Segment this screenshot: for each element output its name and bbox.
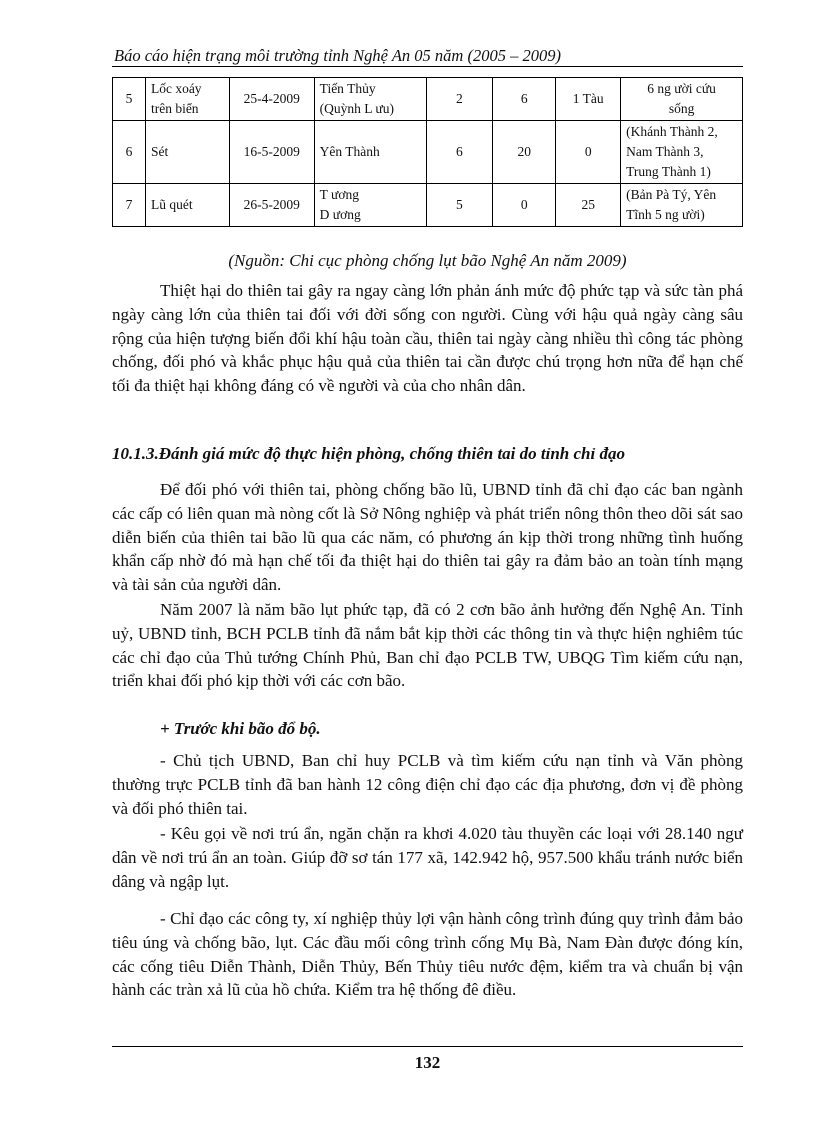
table-source-note: (Nguồn: Chi cục phòng chống lụt bão Nghệ An năm 2009) <box>228 251 627 270</box>
cell-no: 7 <box>113 184 146 227</box>
cell-place <box>314 121 426 184</box>
cell-place <box>314 78 426 121</box>
cell-line: sống <box>668 101 695 116</box>
cell-value: 6 <box>426 121 493 184</box>
cell-line: Nam Thành 3, <box>626 144 704 159</box>
cell-value: 0 <box>493 184 556 227</box>
header-divider <box>112 66 743 67</box>
cell-value: 5 <box>426 184 493 227</box>
paragraph-dispatches: - Chủ tịch UBND, Ban chỉ huy PCLB và tìm kiếm cứu nạn tỉnh và Văn phòng thường trực PCLB tỉnh đã ban hành 12 công điện chỉ đạo các địa phương, đơn vị đề phòng và đối phó thiên tai. <box>112 751 743 818</box>
cell-line: (Quỳnh L ưu) <box>319 101 394 116</box>
paragraph-irrigation: - Chỉ đạo các công ty, xí nghiệp thủy lợi vận hành công trình đúng quy trình đảm bảo tiêu úng và chống bão, lụt. Các đầu mối công trình cống Mụ Bà, Nam Đàn được đóng kín, các cống tiêu Diễn Thành, Diễn Thủy, Bến Thủy tiêu nước đệm, kiểm tra và chuẩn bị vận hành các tràn xả lũ của hồ chứa. Kiểm tra hệ thống đê điều. <box>112 909 743 1000</box>
cell-value: 6 <box>493 78 556 121</box>
paragraph-damage-impact: Thiệt hại do thiên tai gây ra ngay càng lớn phản ánh mức độ phức tạp và sức tàn phá ngày càng lớn của thiên tai đối với đời sống con người. Cùng với hậu quả ngày càng sâu rộng của hiện tượng biến đổi khí hậu toàn cầu, thiên tai ngày càng nhiều thì công tác phòng chống, đối phó và khắc phục hậu quả của thiên tai cần được chú trọng hơn nữa để hạn chế tối đa thiệt hại không đáng có về người và của cho nhân dân. <box>112 281 743 396</box>
cell-line: Lũ quét <box>150 197 193 212</box>
cell-line: (Khánh Thành 2, <box>626 124 718 139</box>
footer-divider <box>112 1046 743 1047</box>
cell-value: 0 <box>556 121 621 184</box>
cell-line: (Bản Pà Tý, Yên <box>626 187 717 202</box>
paragraph-provincial-direction: Để đối phó với thiên tai, phòng chống bão lũ, UBND tỉnh đã chỉ đạo các ban ngành các cấp có liên quan mà nòng cốt là Sở Nông nghiệp và phát triển nông thôn theo dõi sát sao diễn biến của thiên tai bão lũ qua các năm, có phương án kịp thời trong những tình huống khẩn cấp nhờ đó mà hạn chế tối đa thiệt hại do thiên tai gây ra đảm bảo an toàn tính mạng và tài sản của người dân. <box>112 480 743 595</box>
cell-type <box>145 184 229 227</box>
cell-line: T ương <box>319 187 360 202</box>
cell-type <box>145 121 229 184</box>
cell-place <box>314 184 426 227</box>
table-row <box>113 184 743 227</box>
cell-no: 6 <box>113 121 146 184</box>
cell-line: Tiến Thủy <box>319 81 376 96</box>
cell-note <box>621 78 743 121</box>
cell-value: 1 Tàu <box>556 78 621 121</box>
cell-note <box>621 121 743 184</box>
cell-line: 6 ng ười cứu <box>647 81 716 96</box>
cell-value: 20 <box>493 121 556 184</box>
cell-line: Sét <box>150 144 169 159</box>
cell-type <box>145 78 229 121</box>
disaster-table <box>112 77 743 227</box>
page-number: 132 <box>414 1053 441 1072</box>
running-header: Báo cáo hiện trạng môi trường tỉnh Nghệ An 05 năm (2005 – 2009) <box>114 46 561 65</box>
subheading-before-landfall: + Trước khi bão đổ bộ. <box>160 719 321 738</box>
paragraph-evacuation: - Kêu gọi về nơi trú ẩn, ngăn chặn ra khơi 4.020 tàu thuyền các loại với 28.140 ngư dân về nơi trú ẩn an toàn. Giúp đỡ sơ tán 177 xã, 142.942 hộ, 957.500 khẩu tránh nước biển dâng và ngập lụt. <box>112 824 743 891</box>
cell-line: Tĩnh 5 ng ười) <box>626 207 705 222</box>
cell-line: Trung Thành 1) <box>626 164 711 179</box>
cell-value: 25 <box>556 184 621 227</box>
cell-line: Lốc xoáy <box>150 81 202 96</box>
cell-no: 5 <box>113 78 146 121</box>
table-row <box>113 121 743 184</box>
cell-line: D ương <box>319 207 361 222</box>
cell-value: 2 <box>426 78 493 121</box>
cell-date: 25-4-2009 <box>229 78 314 121</box>
table-row <box>113 78 743 121</box>
section-heading: 10.1.3.Đánh giá mức độ thực hiện phòng, chống thiên tai do tỉnh chỉ đạo <box>112 444 625 463</box>
cell-date: 16-5-2009 <box>229 121 314 184</box>
cell-line: trên biển <box>150 101 199 116</box>
cell-line: Yên Thành <box>319 144 380 159</box>
cell-date: 26-5-2009 <box>229 184 314 227</box>
cell-note <box>621 184 743 227</box>
paragraph-2007-storms: Năm 2007 là năm bão lụt phức tạp, đã có 2 cơn bão ảnh hưởng đến Nghệ An. Tỉnh uỷ, UBND tỉnh, BCH PCLB tỉnh đã nắm bắt kịp thời các thông tin và thực hiện nghiêm túc các chỉ đạo của Thủ tướng Chính Phủ, Ban chỉ đạo PCLB TW, UBQG Tìm kiếm cứu nạn, triển khai đối phó kịp thời với các cơn bão. <box>112 600 743 691</box>
